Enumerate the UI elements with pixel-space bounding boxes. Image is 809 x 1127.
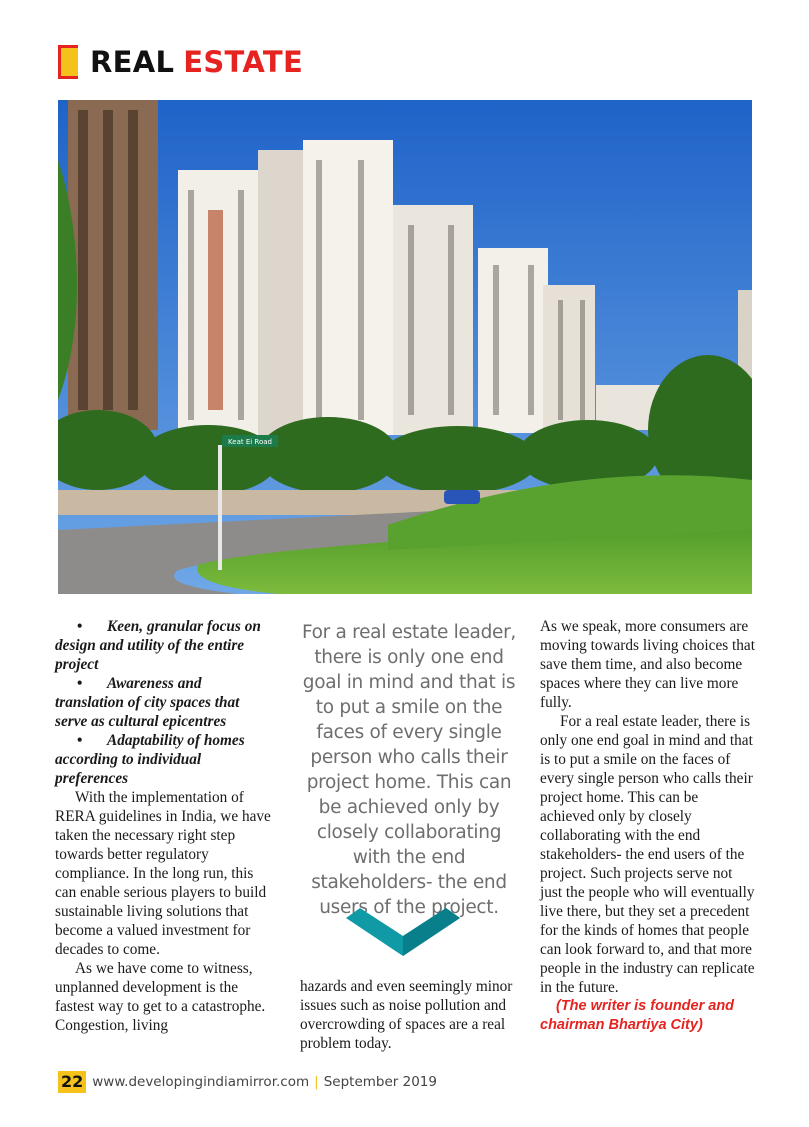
body-paragraph: hazards and even seemingly minor issues such as noise pollution and overcrowding of spaces are a real problem today. — [300, 978, 513, 1052]
section-title-word1: REAL — [90, 45, 175, 79]
bullet-icon: • — [77, 618, 83, 635]
website-link[interactable]: www.developingindiamirror.com — [92, 1074, 310, 1090]
body-paragraph: For a real estate leader, there is only one end goal in mind and that is to put a smile on the faces of every single person who calls their project home. This can be achieved only by closely collaborating with the end stakeholders- the end users of the project. Such projects serve not just the people who will eventually live there, but they set a precedent for the kinds of homes that people can look forward to, and that more people in the industry can replicate in the future. — [540, 713, 755, 996]
footer-separator: | — [314, 1074, 319, 1090]
column-3 — [540, 617, 755, 1035]
pull-quote: For a real estate leader, there is only one end goal in mind and that is to put a smile on the faces of every single person who calls their project home. This can be achieved only by closely collaborating with the end stakeholders- the end users of the project. — [301, 622, 517, 918]
bullet-item: • Keen, granular focus on design and utility of the entire project — [55, 618, 261, 673]
chevron-down-icon — [346, 908, 460, 956]
body-paragraph: As we have come to witness, unplanned development is the fastest way to get to a catastrophe. Congestion, living — [55, 960, 266, 1034]
bullet-icon: • — [77, 675, 83, 692]
bullet-item: • Awareness and translation of city spaces that serve as cultural epicentres — [55, 675, 240, 730]
page-number: 22 — [58, 1071, 86, 1093]
body-paragraph: With the implementation of RERA guidelines in India, we have taken the necessary right step towards better regulatory compliance. In the long run, this can enable serious players to build sustainable living solutions that become a valued investment for decades to come. — [55, 789, 271, 958]
page-footer — [58, 1071, 437, 1093]
body-paragraph: As we speak, more consumers are moving towards living choices that save them time, and also become spaces where they can live more fully. — [540, 618, 755, 711]
bullet-icon: • — [77, 732, 83, 749]
section-title-word2: ESTATE — [183, 45, 304, 79]
issue-date: September 2019 — [323, 1074, 437, 1090]
street-sign-text: Keat Ei Road — [228, 438, 272, 446]
bracket-icon — [58, 45, 78, 79]
author-credit: (The writer is founder and chairman Bhartiya City) — [540, 998, 735, 1033]
column-2 — [300, 977, 518, 1053]
column-1 — [55, 617, 273, 1035]
buildings-photo — [58, 100, 752, 594]
bullet-item: • Adaptability of homes according to individual preferences — [55, 732, 245, 787]
section-header — [58, 44, 303, 80]
section-title — [90, 45, 303, 79]
